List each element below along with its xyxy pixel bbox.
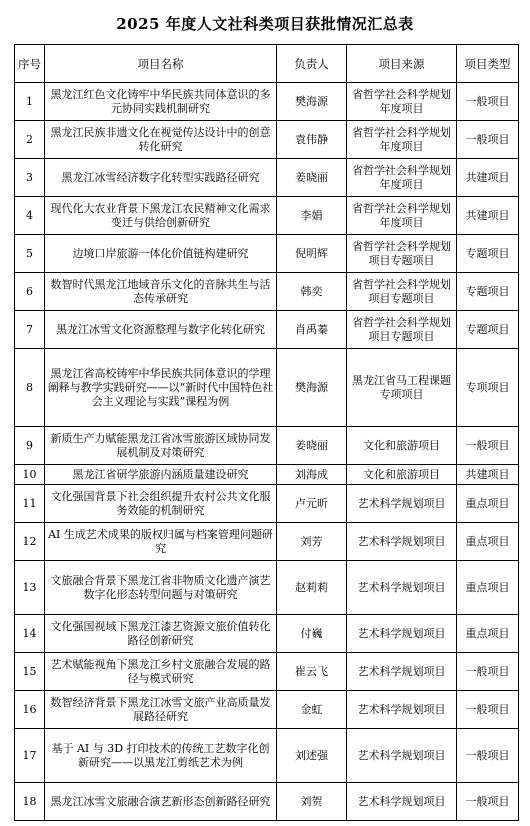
project-type: 一般项目 (457, 83, 519, 121)
project-name: 艺术赋能视角下黑龙江乡村文旅融合发展的路径与模式研究 (45, 653, 277, 691)
project-type: 重点项目 (457, 615, 519, 653)
table-body (15, 83, 519, 821)
project-name: 黑龙江民族非遗文化在视觉传达设计中的创意转化研究 (45, 121, 277, 159)
table-row (15, 729, 519, 783)
project-lead: 金虹 (277, 691, 347, 729)
project-source: 省哲学社会科学规划年度项目 (347, 197, 457, 235)
project-type: 共建项目 (457, 159, 519, 197)
row-number: 18 (15, 783, 45, 821)
table-row (15, 349, 519, 427)
row-number: 2 (15, 121, 45, 159)
project-type: 专题项目 (457, 311, 519, 349)
table-row (15, 311, 519, 349)
project-source: 艺术科学规划项目 (347, 485, 457, 523)
project-name: 黑龙江省高校铸牢中华民族共同体意识的学理阐释与教学实践研究——以“新时代中国特色社会主义理论与实践”课程为例 (45, 349, 277, 427)
project-type: 共建项目 (457, 197, 519, 235)
row-number: 15 (15, 653, 45, 691)
project-type: 一般项目 (457, 691, 519, 729)
project-name: 数智经济背景下黑龙江冰雪文旅产业高质量发展路径研究 (45, 691, 277, 729)
project-name: 黑龙江省研学旅游内涵质量建设研究 (45, 465, 277, 485)
project-source: 艺术科学规划项目 (347, 615, 457, 653)
row-number: 16 (15, 691, 45, 729)
row-number: 3 (15, 159, 45, 197)
row-number: 5 (15, 235, 45, 273)
project-lead: 刘海成 (277, 465, 347, 485)
row-number: 1 (15, 83, 45, 121)
project-source: 艺术科学规划项目 (347, 523, 457, 561)
row-number: 17 (15, 729, 45, 783)
project-lead: 倪明辉 (277, 235, 347, 273)
project-name: 文化强国背景下社会组织提升农村公共文化服务效能的机制研究 (45, 485, 277, 523)
header-type: 项目类型 (457, 45, 519, 83)
project-type: 共建项目 (457, 465, 519, 485)
project-name: 黑龙江冰雪文旅融合演艺新形态创新路径研究 (45, 783, 277, 821)
table-row (15, 427, 519, 465)
table-row (15, 523, 519, 561)
row-number: 9 (15, 427, 45, 465)
project-source: 文化和旅游项目 (347, 465, 457, 485)
project-lead: 李娟 (277, 197, 347, 235)
row-number: 14 (15, 615, 45, 653)
project-source: 文化和旅游项目 (347, 427, 457, 465)
project-name: 边境口岸旅游一体化价值链构建研究 (45, 235, 277, 273)
table-row (15, 783, 519, 821)
project-type: 专项项目 (457, 349, 519, 427)
table-header-row (15, 45, 519, 83)
header-name: 项目名称 (45, 45, 277, 83)
project-type: 一般项目 (457, 427, 519, 465)
project-lead: 姜晓丽 (277, 427, 347, 465)
project-lead: 韩奕 (277, 273, 347, 311)
table-row (15, 561, 519, 615)
project-name: 黑龙江红色文化铸牢中华民族共同体意识的多元协同实践机制研究 (45, 83, 277, 121)
table-row (15, 273, 519, 311)
header-no: 序号 (15, 45, 45, 83)
project-type: 一般项目 (457, 729, 519, 783)
row-number: 4 (15, 197, 45, 235)
document-title: 2025 年度人文社科类项目获批情况汇总表 (116, 15, 414, 33)
project-source: 艺术科学规划项目 (347, 691, 457, 729)
header-lead: 负责人 (277, 45, 347, 83)
project-lead: 樊海源 (277, 349, 347, 427)
project-source: 省哲学社会科学规划年度项目 (347, 121, 457, 159)
project-type: 一般项目 (457, 121, 519, 159)
row-number: 11 (15, 485, 45, 523)
project-source: 省哲学社会科学规划年度项目 (347, 159, 457, 197)
row-number: 13 (15, 561, 45, 615)
project-source: 省哲学社会科学规划年度项目 (347, 83, 457, 121)
row-number: 12 (15, 523, 45, 561)
table-row (15, 159, 519, 197)
project-name: 新质生产力赋能黑龙江省冰雪旅游区域协同发展机制及对策研究 (45, 427, 277, 465)
project-type: 一般项目 (457, 783, 519, 821)
project-source: 省哲学社会科学规划项目专题项目 (347, 311, 457, 349)
project-source: 黑龙江省马工程课题专项项目 (347, 349, 457, 427)
project-type: 重点项目 (457, 561, 519, 615)
table-row (15, 465, 519, 485)
table-row (15, 197, 519, 235)
project-lead: 崔云飞 (277, 653, 347, 691)
project-source: 省哲学社会科学规划项目专题项目 (347, 235, 457, 273)
project-name: 黑龙江冰雪经济数字化转型实践路径研究 (45, 159, 277, 197)
project-type: 重点项目 (457, 523, 519, 561)
project-type: 一般项目 (457, 653, 519, 691)
project-source: 省哲学社会科学规划项目专题项目 (347, 273, 457, 311)
row-number: 8 (15, 349, 45, 427)
project-name: 现代化大农业背景下黑龙江农民精神文化需求变迁与供给创新研究 (45, 197, 277, 235)
project-lead: 付巍 (277, 615, 347, 653)
project-lead: 刘芳 (277, 523, 347, 561)
project-lead: 刘述强 (277, 729, 347, 783)
header-source: 项目来源 (347, 45, 457, 83)
project-lead: 肖禹蓁 (277, 311, 347, 349)
project-name: 基于 AI 与 3D 打印技术的传统工艺数字化创新研究——以黑龙江剪纸艺术为例 (45, 729, 277, 783)
row-number: 10 (15, 465, 45, 485)
table-row (15, 691, 519, 729)
table-row (15, 235, 519, 273)
project-source: 艺术科学规划项目 (347, 729, 457, 783)
project-lead: 姜晓丽 (277, 159, 347, 197)
table-row (15, 485, 519, 523)
project-type: 专题项目 (457, 273, 519, 311)
project-lead: 袁伟静 (277, 121, 347, 159)
table-row (15, 121, 519, 159)
project-name: 文旅融合背景下黑龙江省非物质文化遗产演艺数字化形态转型问题与对策研究 (45, 561, 277, 615)
project-name: 数智时代黑龙江地域音乐文化的音脉共生与活态传承研究 (45, 273, 277, 311)
project-name: 黑龙江冰雪文化资源整理与数字化转化研究 (45, 311, 277, 349)
table-row (15, 615, 519, 653)
table-row (15, 83, 519, 121)
project-lead: 卢元昕 (277, 485, 347, 523)
row-number: 7 (15, 311, 45, 349)
table-row (15, 653, 519, 691)
project-source: 艺术科学规划项目 (347, 653, 457, 691)
project-type: 专题项目 (457, 235, 519, 273)
project-lead: 刘贺 (277, 783, 347, 821)
project-name: AI 生成艺术成果的版权归属与档案管理问题研究 (45, 523, 277, 561)
project-name: 文化强国视域下黑龙江漆艺资源文旅价值转化路径创新研究 (45, 615, 277, 653)
project-lead: 樊海源 (277, 83, 347, 121)
project-summary-table (14, 44, 519, 821)
project-source: 艺术科学规划项目 (347, 561, 457, 615)
project-lead: 赵莉莉 (277, 561, 347, 615)
row-number: 6 (15, 273, 45, 311)
project-source: 艺术科学规划项目 (347, 783, 457, 821)
project-type: 重点项目 (457, 485, 519, 523)
